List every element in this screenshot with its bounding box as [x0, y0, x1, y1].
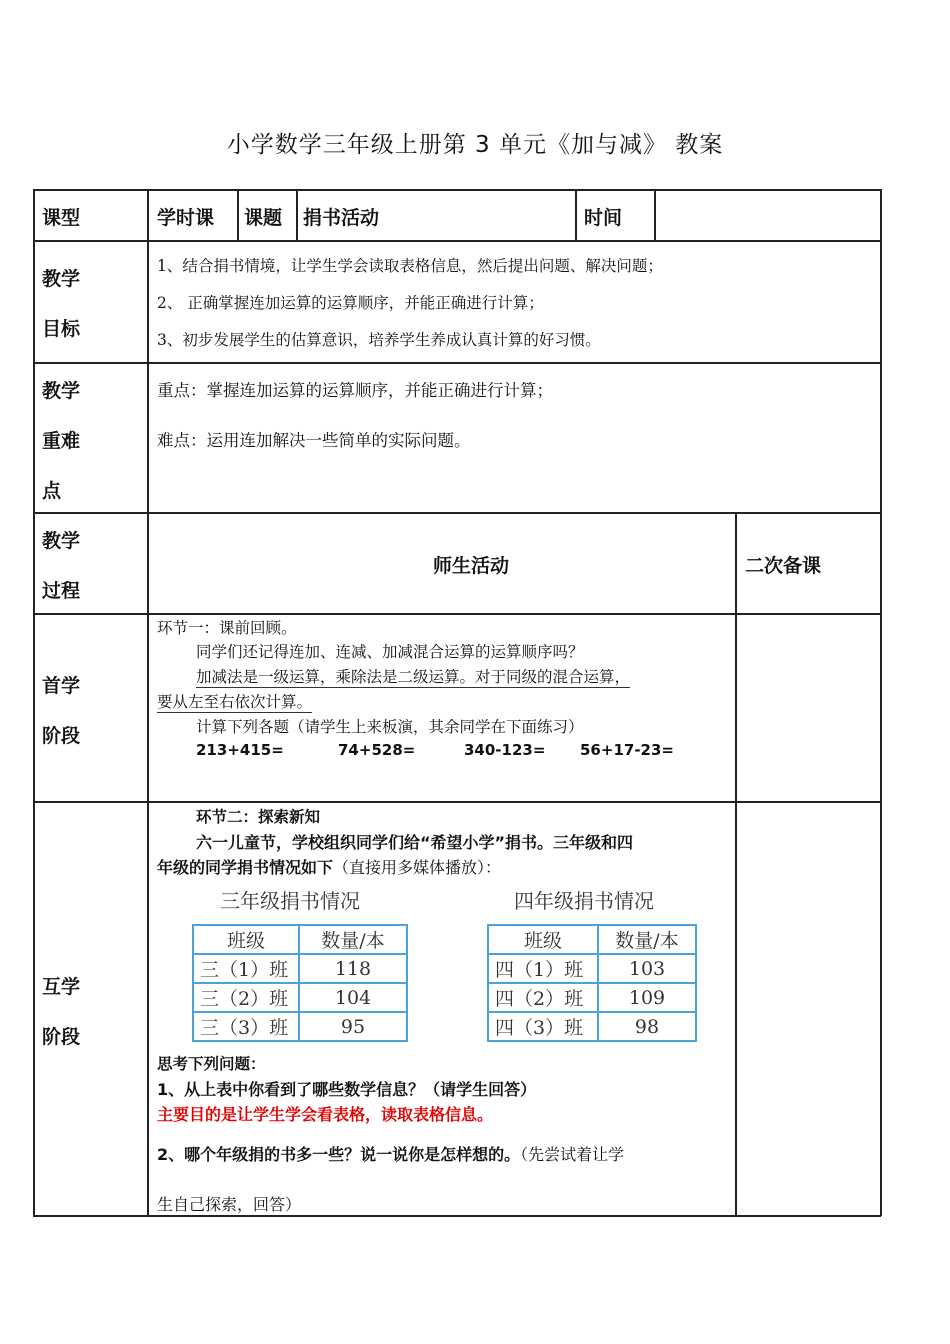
- col-divider: [575, 189, 577, 240]
- row-divider: [33, 512, 881, 514]
- table-header-cell: 班级: [193, 925, 299, 954]
- grade4-table-title: 四年级捐书情况: [514, 889, 654, 913]
- table-cell: 104: [299, 983, 407, 1012]
- table-row: [193, 954, 407, 983]
- table-cell: 98: [598, 1012, 696, 1041]
- question-1-goal: 主要目的是让学生学会看表格，读取表格信息。: [157, 1105, 494, 1124]
- backup-column-header: 二次备课: [745, 555, 822, 577]
- col-divider: [237, 189, 239, 240]
- table-row: [488, 983, 696, 1012]
- objective-item: 2、 正确掌握连加运算的运算顺序，并能正确进行计算；: [157, 294, 544, 312]
- think-heading: 思考下列问题：: [157, 1055, 266, 1073]
- type-value: 学时课: [157, 207, 215, 229]
- table-header-cell: 数量/本: [598, 925, 696, 954]
- grade3-table: [192, 924, 408, 1042]
- question-2: [157, 1142, 624, 1165]
- table-row: [488, 925, 696, 954]
- col-divider: [654, 189, 656, 240]
- key-point: 重点：掌握连加运算的运算顺序，并能正确进行计算；: [157, 381, 553, 400]
- difficulty-label-2: 重难: [42, 430, 81, 452]
- difficulty-label-3: 点: [42, 480, 62, 502]
- grade3-table-title: 三年级捐书情况: [220, 889, 360, 913]
- table-header-cell: 班级: [488, 925, 598, 954]
- page-title: 小学数学三年级上册第 3 单元《加与减》 教案: [226, 132, 724, 158]
- table-cell: 四（1）班: [488, 954, 598, 983]
- calc-item: 74+528=: [338, 741, 416, 759]
- table-cell: 三（3）班: [193, 1012, 299, 1041]
- calc-item: 56+17-23=: [580, 741, 674, 759]
- table-row: [488, 954, 696, 983]
- intro-normal-part: （直接用多媒体播放）：: [333, 858, 502, 877]
- table-cell: 三（1）班: [193, 954, 299, 983]
- table-row: [193, 925, 407, 954]
- question-2-bold: 2、哪个年级捐的书多一些？说一说你是怎样想的。: [157, 1145, 521, 1164]
- topic-value: 捐书活动: [303, 207, 380, 229]
- stage1-rule-line2: 要从左至右依次计算。: [157, 690, 312, 713]
- table-row: [193, 983, 407, 1012]
- stage1-heading: 环节一：课前回顾。: [157, 619, 297, 637]
- table-cell: 三（2）班: [193, 983, 299, 1012]
- row-divider: [33, 189, 881, 191]
- process-label-1: 教学: [42, 530, 81, 552]
- stage1-question: 同学们还记得连加、连减、加减混合运算的运算顺序吗？: [196, 643, 584, 661]
- table-header-cell: 数量/本: [299, 925, 407, 954]
- table-cell: 四（2）班: [488, 983, 598, 1012]
- stage1-rule-line1: 加减法是一级运算，乘除法是二级运算。对于同级的混合运算，: [196, 665, 630, 688]
- hard-point: 难点：运用连加解决一些简单的实际问题。: [157, 431, 471, 450]
- intro-bold-part: 年级的同学捐书情况如下: [157, 858, 334, 877]
- question-2-continued: 生自己探索，回答）: [157, 1195, 302, 1214]
- objectives-label-2: 目标: [42, 318, 81, 340]
- question-2-normal: （先尝试着让学: [520, 1145, 625, 1164]
- objective-item: 1、结合捐书情境，让学生学会读取表格信息，然后提出问题、解决问题；: [157, 257, 663, 275]
- table-cell: 95: [299, 1012, 407, 1041]
- table-row: [193, 1012, 407, 1041]
- col-divider: [880, 189, 882, 1216]
- stage2-intro-line2: [157, 855, 501, 878]
- objective-item: 3、初步发展学生的估算意识，培养学生养成认真计算的好习惯。: [157, 331, 601, 349]
- row-divider: [33, 240, 881, 242]
- stage2-intro-line1: 六一儿童节，学校组织同学们给“希望小学”捐书。三年级和四: [196, 833, 634, 852]
- process-label-2: 过程: [42, 580, 81, 602]
- row-divider: [33, 613, 881, 615]
- stage1-task: 计算下列各题（请学生上来板演，其余同学在下面练习）: [196, 718, 584, 736]
- calc-item: 213+415=: [196, 741, 284, 759]
- question-1: 1、从上表中你看到了哪些数学信息？（请学生回答）: [157, 1080, 537, 1099]
- row-divider: [33, 801, 881, 803]
- difficulty-label-1: 教学: [42, 380, 81, 402]
- grade4-table: [487, 924, 697, 1042]
- stage2-heading: 环节二：探索新知: [196, 808, 321, 826]
- col-divider: [147, 189, 149, 1216]
- col-divider: [296, 189, 298, 240]
- topic-label: 课题: [244, 207, 283, 229]
- activity-column-header: 师生活动: [433, 555, 510, 577]
- table-cell: 103: [598, 954, 696, 983]
- table-cell: 四（3）班: [488, 1012, 598, 1041]
- stage2-label-1: 互学: [42, 976, 81, 998]
- table-row: [488, 1012, 696, 1041]
- objectives-label-1: 教学: [42, 268, 81, 290]
- table-cell: 109: [598, 983, 696, 1012]
- table-cell: 118: [299, 954, 407, 983]
- type-label: 课型: [42, 207, 81, 229]
- row-divider: [33, 362, 881, 364]
- col-divider: [735, 512, 737, 1216]
- col-divider: [33, 189, 35, 1216]
- stage1-label-1: 首学: [42, 675, 81, 697]
- stage1-label-2: 阶段: [42, 725, 81, 747]
- row-divider: [33, 1215, 881, 1217]
- time-label: 时间: [584, 207, 623, 229]
- stage2-label-2: 阶段: [42, 1026, 81, 1048]
- calc-item: 340-123=: [464, 741, 546, 759]
